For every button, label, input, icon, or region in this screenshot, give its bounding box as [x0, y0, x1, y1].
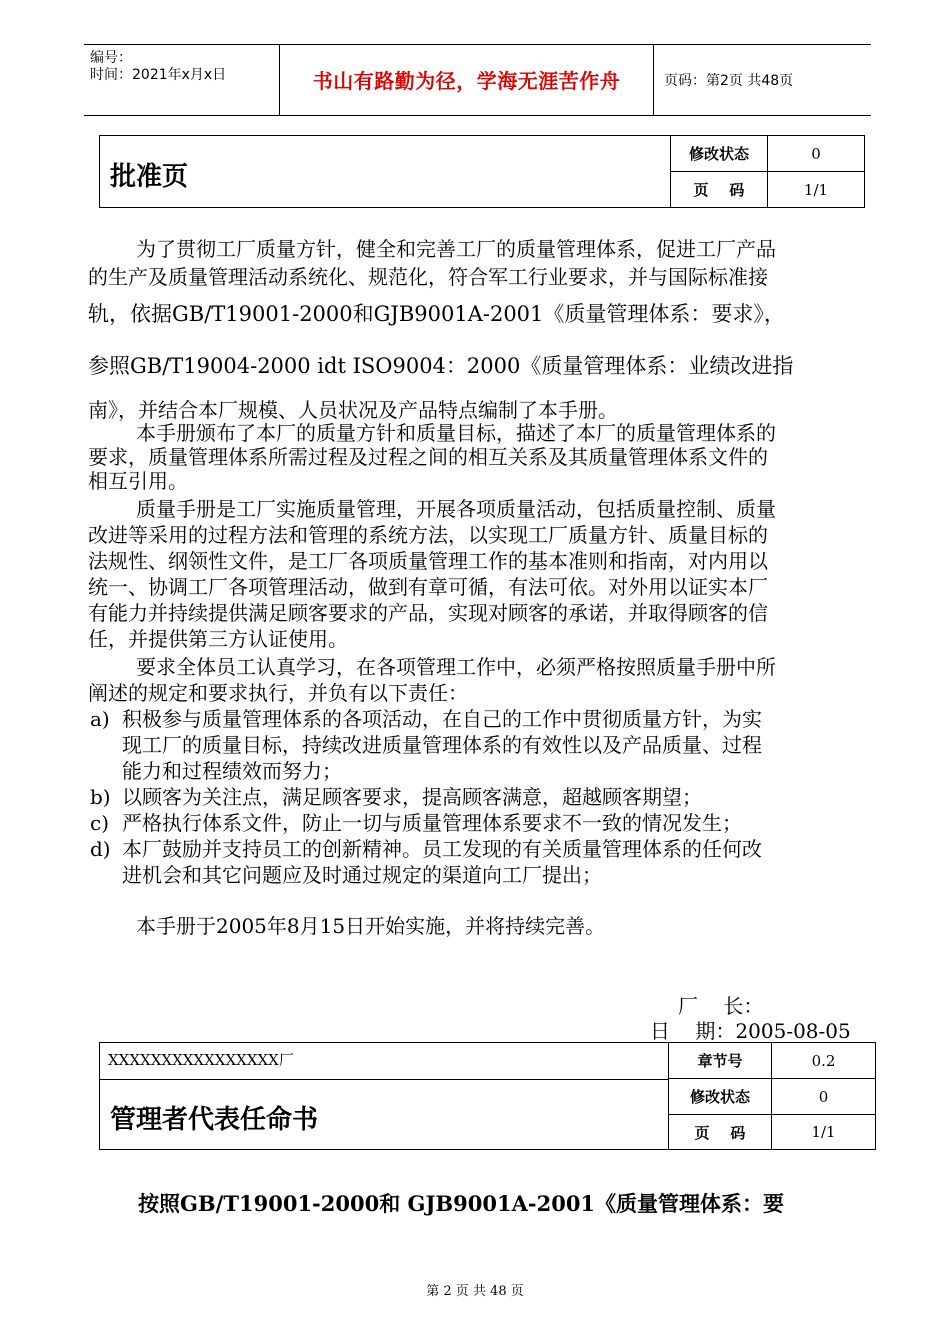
director-signature: 厂 长：: [678, 994, 764, 1018]
para3-line-2: 改进等采用的过程方法和管理的系统方法，以实现工厂质量方针、质量目标的: [88, 523, 768, 547]
para4-line-1: 要求全体员工认真学习，在各项管理工作中，必须严格按照质量手册中所: [136, 655, 776, 679]
approval-title: 批准页: [110, 162, 189, 192]
revision-value: 0: [767, 136, 864, 171]
duty-a-line-3: 能力和过程绩效而努力；: [122, 759, 342, 783]
appointment-revision-label: 修改状态: [668, 1079, 771, 1114]
duty-b-line-1: 以顾客为关注点，满足顾客要求，提高顾客满意，超越顾客期望；: [122, 785, 702, 809]
duty-a-line-2: 现工厂的质量目标，持续改进质量管理体系的有效性以及产品质量、过程: [122, 733, 762, 757]
page-label: 页 码: [670, 172, 767, 207]
duty-b-marker: b): [90, 785, 111, 809]
para3-line-1: 质量手册是工厂实施质量管理，开展各项质量活动，包括质量控制、质量: [136, 497, 776, 521]
para3-line-3: 法规性、纲领性文件，是工厂各项质量管理工作的基本准则和指南，对内用以: [88, 549, 768, 573]
approval-row-revision: [670, 136, 864, 172]
chapter-value: 0.2: [771, 1043, 875, 1078]
duty-d-marker: d): [90, 837, 111, 861]
effective-statement: 本手册于2005年8月15日开始实施，并将持续完善。: [136, 914, 606, 938]
appointment-revision-value: 0: [771, 1079, 875, 1114]
para4-line-2: 阐述的规定和要求执行，并负有以下责任：: [88, 681, 468, 705]
org-name: XXXXXXXXXXXXXXXX厂: [108, 1051, 294, 1069]
page-value: 1/1: [767, 172, 864, 207]
appointment-row-page: [668, 1115, 875, 1149]
duty-d-line-1: 本厂鼓励并支持员工的创新精神。员工发现的有关质量管理体系的任何改: [122, 837, 762, 861]
header-meta: [84, 45, 280, 115]
number-label: 编号：: [90, 50, 132, 66]
approval-row-page: [670, 172, 864, 207]
intro-line-5: 南》，并结合本厂规模、人员状况及产品特点编制了本手册。: [88, 398, 618, 422]
appointment-row-revision: [668, 1079, 875, 1115]
duty-c-line-1: 严格执行体系文件，防止一切与质量管理体系要求不一致的情况发生；: [122, 811, 742, 835]
appointment-title-box: [99, 1042, 876, 1150]
para3-line-4: 统一、协调工厂各项管理活动，做到有章可循，有法可依。对外用以证实本厂: [88, 575, 768, 599]
appointment-text: 按照GB/T19001-2000和 GJB9001A-2001《质量管理体系：要: [138, 1191, 785, 1216]
appointment-page-label: 页 码: [668, 1115, 771, 1149]
para2-line-2: 要求，质量管理体系所需过程及过程之间的相互关系及其质量管理体系文件的: [88, 445, 768, 469]
duty-d-line-2: 进机会和其它问题应及时通过规定的渠道向工厂提出；: [122, 863, 602, 887]
header-page-info: 页码：第2页 共48页: [664, 73, 794, 89]
duty-c-marker: c): [90, 811, 110, 835]
approval-title-box: [99, 135, 865, 208]
duty-a-line-1: 积极参与质量管理体系的各项活动，在自己的工作中贯彻质量方针，为实: [122, 707, 762, 731]
intro-line-2: 的生产及质量管理活动系统化、规范化，符合军工行业要求，并与国际标准接: [88, 265, 768, 289]
para2-line-3: 相互引用。: [88, 469, 188, 493]
para2-line-1: 本手册颁布了本厂的质量方针和质量目标，描述了本厂的质量管理体系的: [136, 421, 776, 445]
appointment-page-value: 1/1: [771, 1115, 875, 1149]
duty-a-marker: a): [90, 707, 110, 731]
para3-line-5: 有能力并持续提供满足顾客要求的产品，实现对顾客的承诺，并取得顾客的信: [88, 601, 768, 625]
page-footer: 第 2 页 共 48 页: [426, 1284, 524, 1299]
org-divider: [100, 1079, 668, 1080]
chapter-label: 章节号: [668, 1043, 771, 1078]
signature-date: 日 期：2005-08-05: [650, 1019, 851, 1043]
para3-line-6: 任，并提供第三方认证使用。: [88, 627, 348, 651]
intro-line-1: 为了贯彻工厂质量方针，健全和完善工厂的质量管理体系，促进工厂产品: [136, 237, 776, 261]
page-header: [84, 44, 871, 116]
intro-line-3: 轨，依据GB/T19001-2000和GJB9001A-2001《质量管理体系：要求》，: [88, 302, 785, 326]
appointment-row-chapter: [668, 1043, 875, 1079]
revision-label: 修改状态: [670, 136, 767, 171]
intro-line-4: 参照GB/T19004-2000 idt ISO9004：2000《质量管理体系：业绩改进指: [88, 354, 794, 378]
header-motto: 书山有路勤为径，学海无涯苦作舟: [280, 45, 654, 115]
time-label: 时间：2021年x月x日: [90, 67, 227, 83]
appointment-title: 管理者代表任命书: [110, 1105, 319, 1135]
